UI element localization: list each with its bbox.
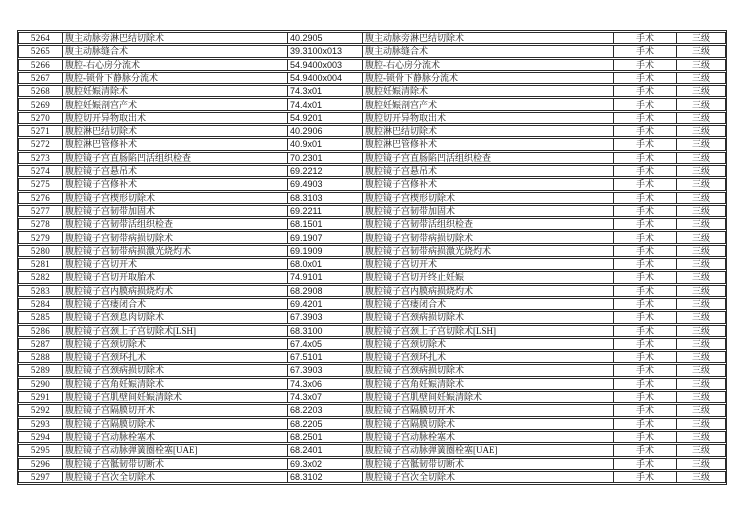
procedure-name-cell: 腹腔镜子宫动脉弹簧圈栓塞[UAE] — [63, 444, 288, 456]
category-cell: 手术 — [614, 218, 677, 230]
standard-name-cell: 腹腔镜子宫颈环扎术 — [363, 351, 614, 363]
category-cell: 手术 — [614, 271, 677, 283]
row-number-cell: 5279 — [18, 231, 63, 243]
procedure-name-cell: 腹腔镜子宫瘘闭合术 — [63, 298, 288, 310]
table-row — [18, 138, 726, 150]
procedure-name-cell: 腹腔切开异物取出术 — [63, 112, 288, 124]
row-number-cell: 5274 — [18, 165, 63, 177]
procedure-name-cell: 腹腔镜子宫颈切除术 — [63, 338, 288, 350]
procedure-name-cell: 腹主动脉缝合术 — [63, 45, 288, 57]
category-cell: 手术 — [614, 192, 677, 204]
level-cell: 三级 — [677, 378, 726, 390]
table-row — [18, 205, 726, 217]
row-number-cell: 5277 — [18, 205, 63, 217]
procedure-name-cell: 腹腔-右心房分流术 — [63, 59, 288, 71]
level-cell: 三级 — [677, 165, 726, 177]
level-cell: 三级 — [677, 231, 726, 243]
standard-name-cell: 腹腔镜子宫动脉栓塞术 — [363, 431, 614, 443]
category-cell: 手术 — [614, 45, 677, 57]
procedure-code-cell: 74.3x01 — [288, 85, 363, 97]
procedure-code-cell: 67.3903 — [288, 311, 363, 323]
category-cell: 手术 — [614, 458, 677, 470]
level-cell: 三级 — [677, 311, 726, 323]
procedure-code-cell: 67.4x05 — [288, 338, 363, 350]
level-cell: 三级 — [677, 98, 726, 110]
procedure-code-cell: 70.2301 — [288, 152, 363, 164]
procedure-code-cell: 67.3903 — [288, 364, 363, 376]
level-cell: 三级 — [677, 444, 726, 456]
procedure-code-cell: 74.9101 — [288, 271, 363, 283]
procedure-code-cell: 68.0x01 — [288, 258, 363, 270]
procedure-name-cell: 腹腔镜子宫韧带活组织检查 — [63, 218, 288, 230]
standard-name-cell: 腹腔镜子宫韧带病损切除术 — [363, 231, 614, 243]
category-cell: 手术 — [614, 152, 677, 164]
category-cell: 手术 — [614, 245, 677, 257]
procedure-name-cell: 腹腔镜子宫韧带病损激光烧灼术 — [63, 245, 288, 257]
category-cell: 手术 — [614, 178, 677, 190]
table-row — [18, 311, 726, 323]
procedure-name-cell: 腹腔淋巴结切除术 — [63, 125, 288, 137]
table-row — [18, 338, 726, 350]
procedure-name-cell: 腹腔镜子宫颈病损切除术 — [63, 364, 288, 376]
table-row — [18, 351, 726, 363]
table-row — [18, 444, 726, 456]
row-number-cell: 5267 — [18, 72, 63, 84]
procedure-code-cell: 54.9201 — [288, 112, 363, 124]
procedure-name-cell: 腹腔镜子宫韧带加固术 — [63, 205, 288, 217]
table-row — [18, 458, 726, 470]
procedure-name-cell: 腹腔镜子宫隔膜切除术 — [63, 418, 288, 430]
table-row — [18, 165, 726, 177]
standard-name-cell: 腹腔镜子宫切开术 — [363, 258, 614, 270]
procedure-name-cell: 腹主动脉旁淋巴结切除术 — [63, 32, 288, 44]
category-cell: 手术 — [614, 431, 677, 443]
procedure-code-cell: 69.2212 — [288, 165, 363, 177]
category-cell: 手术 — [614, 444, 677, 456]
procedure-code-cell: 74.3x06 — [288, 378, 363, 390]
category-cell: 手术 — [614, 165, 677, 177]
procedure-name-cell: 腹腔镜子宫颈环扎术 — [63, 351, 288, 363]
row-number-cell: 5264 — [18, 32, 63, 44]
standard-name-cell: 腹腔妊娠剖宫产术 — [363, 98, 614, 110]
procedure-name-cell: 腹腔镜子宫楔形切除术 — [63, 192, 288, 204]
standard-name-cell: 腹腔镜子宫次全切除术 — [363, 471, 614, 483]
level-cell: 三级 — [677, 245, 726, 257]
category-cell: 手术 — [614, 364, 677, 376]
procedure-name-cell: 腹腔镜子宫修补术 — [63, 178, 288, 190]
row-number-cell: 5294 — [18, 431, 63, 443]
table-row — [18, 59, 726, 71]
procedure-code-cell: 40.2905 — [288, 32, 363, 44]
procedure-code-cell: 54.9400x004 — [288, 72, 363, 84]
table-row — [18, 391, 726, 403]
row-number-cell: 5269 — [18, 98, 63, 110]
row-number-cell: 5280 — [18, 245, 63, 257]
table-row — [18, 192, 726, 204]
procedure-code-cell: 39.3100x013 — [288, 45, 363, 57]
level-cell: 三级 — [677, 125, 726, 137]
level-cell: 三级 — [677, 112, 726, 124]
row-number-cell: 5293 — [18, 418, 63, 430]
level-cell: 三级 — [677, 32, 726, 44]
table-row — [18, 271, 726, 283]
procedure-code-cell: 40.9x01 — [288, 138, 363, 150]
table-row — [18, 431, 726, 443]
procedure-code-cell: 68.3102 — [288, 471, 363, 483]
category-cell: 手术 — [614, 258, 677, 270]
procedure-name-cell: 腹腔淋巴管修补术 — [63, 138, 288, 150]
row-number-cell: 5266 — [18, 59, 63, 71]
procedure-code-cell: 69.2211 — [288, 205, 363, 217]
row-number-cell: 5290 — [18, 378, 63, 390]
standard-name-cell: 腹腔妊娠清除术 — [363, 85, 614, 97]
standard-name-cell: 腹腔镜子宫角妊娠清除术 — [363, 378, 614, 390]
table-row — [18, 218, 726, 230]
procedure-code-cell: 67.5101 — [288, 351, 363, 363]
category-cell: 手术 — [614, 59, 677, 71]
row-number-cell: 5286 — [18, 325, 63, 337]
procedure-name-cell: 腹腔镜子宫颈息肉切除术 — [63, 311, 288, 323]
standard-name-cell: 腹腔淋巴管修补术 — [363, 138, 614, 150]
standard-name-cell: 腹腔镜子宫楔形切除术 — [363, 192, 614, 204]
level-cell: 三级 — [677, 404, 726, 416]
table-row — [18, 32, 726, 44]
procedure-code-cell: 54.9400x003 — [288, 59, 363, 71]
procedure-name-cell: 腹腔镜子宫颈上子宫切除术[LSH] — [63, 325, 288, 337]
category-cell: 手术 — [614, 32, 677, 44]
level-cell: 三级 — [677, 59, 726, 71]
category-cell: 手术 — [614, 391, 677, 403]
table-row — [18, 258, 726, 270]
row-number-cell: 5270 — [18, 112, 63, 124]
level-cell: 三级 — [677, 85, 726, 97]
table-row — [18, 72, 726, 84]
level-cell: 三级 — [677, 431, 726, 443]
category-cell: 手术 — [614, 125, 677, 137]
procedure-code-cell: 40.2906 — [288, 125, 363, 137]
row-number-cell: 5271 — [18, 125, 63, 137]
level-cell: 三级 — [677, 218, 726, 230]
level-cell: 三级 — [677, 258, 726, 270]
procedure-code-cell: 69.4903 — [288, 178, 363, 190]
standard-name-cell: 腹腔镜子宫韧带加固术 — [363, 205, 614, 217]
standard-name-cell: 腹腔镜子宫切开终止妊娠 — [363, 271, 614, 283]
row-number-cell: 5296 — [18, 458, 63, 470]
procedure-name-cell: 腹腔镜子宫骶韧带切断术 — [63, 458, 288, 470]
procedure-table — [17, 30, 727, 485]
level-cell: 三级 — [677, 72, 726, 84]
standard-name-cell: 腹腔镜子宫悬吊术 — [363, 165, 614, 177]
level-cell: 三级 — [677, 138, 726, 150]
standard-name-cell: 腹腔镜子宫隔膜切开术 — [363, 404, 614, 416]
category-cell: 手术 — [614, 418, 677, 430]
procedure-name-cell: 腹腔镜子宫悬吊术 — [63, 165, 288, 177]
row-number-cell: 5289 — [18, 364, 63, 376]
procedure-name-cell: 腹腔镜子宫内膜病损烧灼术 — [63, 285, 288, 297]
table-row — [18, 325, 726, 337]
procedure-name-cell: 腹腔-锁骨下静脉分流术 — [63, 72, 288, 84]
procedure-code-cell: 68.3100 — [288, 325, 363, 337]
procedure-code-cell: 68.2203 — [288, 404, 363, 416]
category-cell: 手术 — [614, 231, 677, 243]
category-cell: 手术 — [614, 98, 677, 110]
standard-name-cell: 腹腔镜子宫颈切除术 — [363, 338, 614, 350]
standard-name-cell: 腹腔镜子宫颈病损切除术 — [363, 364, 614, 376]
table-row — [18, 378, 726, 390]
procedure-code-cell: 68.3103 — [288, 192, 363, 204]
row-number-cell: 5268 — [18, 85, 63, 97]
level-cell: 三级 — [677, 364, 726, 376]
row-number-cell: 5297 — [18, 471, 63, 483]
standard-name-cell: 腹腔淋巴结切除术 — [363, 125, 614, 137]
category-cell: 手术 — [614, 325, 677, 337]
category-cell: 手术 — [614, 404, 677, 416]
standard-name-cell: 腹腔镜子宫直肠陷凹活组织检查 — [363, 152, 614, 164]
table-row — [18, 98, 726, 110]
row-number-cell: 5282 — [18, 271, 63, 283]
category-cell: 手术 — [614, 138, 677, 150]
standard-name-cell: 腹腔镜子宫颈上子宫切除术[LSH] — [363, 325, 614, 337]
table-row — [18, 245, 726, 257]
level-cell: 三级 — [677, 45, 726, 57]
row-number-cell: 5285 — [18, 311, 63, 323]
table-row — [18, 298, 726, 310]
table-row — [18, 125, 726, 137]
procedure-name-cell: 腹腔镜子宫动脉栓塞术 — [63, 431, 288, 443]
level-cell: 三级 — [677, 351, 726, 363]
level-cell: 三级 — [677, 271, 726, 283]
row-number-cell: 5281 — [18, 258, 63, 270]
row-number-cell: 5295 — [18, 444, 63, 456]
procedure-name-cell: 腹腔镜子宫韧带病损切除术 — [63, 231, 288, 243]
row-number-cell: 5283 — [18, 285, 63, 297]
category-cell: 手术 — [614, 351, 677, 363]
row-number-cell: 5272 — [18, 138, 63, 150]
category-cell: 手术 — [614, 378, 677, 390]
procedure-name-cell: 腹腔镜子宫角妊娠清除术 — [63, 378, 288, 390]
category-cell: 手术 — [614, 112, 677, 124]
level-cell: 三级 — [677, 391, 726, 403]
level-cell: 三级 — [677, 418, 726, 430]
procedure-code-cell: 68.2205 — [288, 418, 363, 430]
procedure-name-cell: 腹腔妊娠清除术 — [63, 85, 288, 97]
category-cell: 手术 — [614, 205, 677, 217]
procedure-code-cell: 69.3x02 — [288, 458, 363, 470]
procedure-name-cell: 腹腔妊娠剖宫产术 — [63, 98, 288, 110]
level-cell: 三级 — [677, 338, 726, 350]
level-cell: 三级 — [677, 192, 726, 204]
standard-name-cell: 腹腔镜子宫动脉弹簧圈栓塞[UAE] — [363, 444, 614, 456]
category-cell: 手术 — [614, 85, 677, 97]
procedure-name-cell: 腹腔镜子宫隔膜切开术 — [63, 404, 288, 416]
standard-name-cell: 腹主动脉旁淋巴结切除术 — [363, 32, 614, 44]
procedure-name-cell: 腹腔镜子宫次全切除术 — [63, 471, 288, 483]
standard-name-cell: 腹腔-锁骨下静脉分流术 — [363, 72, 614, 84]
procedure-code-cell: 69.1909 — [288, 245, 363, 257]
standard-name-cell: 腹腔镜子宫颈病损切除术 — [363, 311, 614, 323]
row-number-cell: 5292 — [18, 404, 63, 416]
standard-name-cell: 腹腔切开异物取出术 — [363, 112, 614, 124]
level-cell: 三级 — [677, 285, 726, 297]
standard-name-cell: 腹腔镜子宫隔膜切除术 — [363, 418, 614, 430]
category-cell: 手术 — [614, 471, 677, 483]
table-row — [18, 285, 726, 297]
level-cell: 三级 — [677, 152, 726, 164]
standard-name-cell: 腹腔镜子宫修补术 — [363, 178, 614, 190]
row-number-cell: 5275 — [18, 178, 63, 190]
row-number-cell: 5278 — [18, 218, 63, 230]
standard-name-cell: 腹腔镜子宫内膜病损烧灼术 — [363, 285, 614, 297]
procedure-name-cell: 腹腔镜子宫切开取胎术 — [63, 271, 288, 283]
standard-name-cell: 腹腔镜子宫韧带活组织检查 — [363, 218, 614, 230]
procedure-code-cell: 74.4x01 — [288, 98, 363, 110]
row-number-cell: 5273 — [18, 152, 63, 164]
table-row — [18, 45, 726, 57]
table-row — [18, 152, 726, 164]
procedure-code-cell: 68.2908 — [288, 285, 363, 297]
level-cell: 三级 — [677, 325, 726, 337]
category-cell: 手术 — [614, 285, 677, 297]
row-number-cell: 5284 — [18, 298, 63, 310]
procedure-code-cell: 68.2401 — [288, 444, 363, 456]
procedure-name-cell: 腹腔镜子宫肌壁间妊娠清除术 — [63, 391, 288, 403]
standard-name-cell: 腹腔镜子宫肌壁间妊娠清除术 — [363, 391, 614, 403]
table-row — [18, 471, 726, 483]
procedure-name-cell: 腹腔镜子宫切开术 — [63, 258, 288, 270]
procedure-name-cell: 腹腔镜子宫直肠陷凹活组织检查 — [63, 152, 288, 164]
row-number-cell: 5291 — [18, 391, 63, 403]
row-number-cell: 5265 — [18, 45, 63, 57]
procedure-code-cell: 68.1501 — [288, 218, 363, 230]
standard-name-cell: 腹腔镜子宫骶韧带切断术 — [363, 458, 614, 470]
procedure-code-cell: 69.1907 — [288, 231, 363, 243]
level-cell: 三级 — [677, 298, 726, 310]
category-cell: 手术 — [614, 338, 677, 350]
level-cell: 三级 — [677, 205, 726, 217]
procedure-code-cell: 68.2501 — [288, 431, 363, 443]
row-number-cell: 5287 — [18, 338, 63, 350]
procedure-grid — [18, 31, 726, 484]
standard-name-cell: 腹腔镜子宫韧带病损激光烧灼术 — [363, 245, 614, 257]
procedure-code-cell: 74.3x07 — [288, 391, 363, 403]
category-cell: 手术 — [614, 311, 677, 323]
category-cell: 手术 — [614, 72, 677, 84]
level-cell: 三级 — [677, 471, 726, 483]
table-row — [18, 404, 726, 416]
table-row — [18, 85, 726, 97]
row-number-cell: 5288 — [18, 351, 63, 363]
row-number-cell: 5276 — [18, 192, 63, 204]
level-cell: 三级 — [677, 458, 726, 470]
standard-name-cell: 腹腔镜子宫瘘闭合术 — [363, 298, 614, 310]
standard-name-cell: 腹腔-右心房分流术 — [363, 59, 614, 71]
level-cell: 三级 — [677, 178, 726, 190]
table-row — [18, 418, 726, 430]
table-row — [18, 178, 726, 190]
procedure-code-cell: 69.4201 — [288, 298, 363, 310]
table-row — [18, 112, 726, 124]
standard-name-cell: 腹主动脉缝合术 — [363, 45, 614, 57]
category-cell: 手术 — [614, 298, 677, 310]
table-row — [18, 231, 726, 243]
table-row — [18, 364, 726, 376]
